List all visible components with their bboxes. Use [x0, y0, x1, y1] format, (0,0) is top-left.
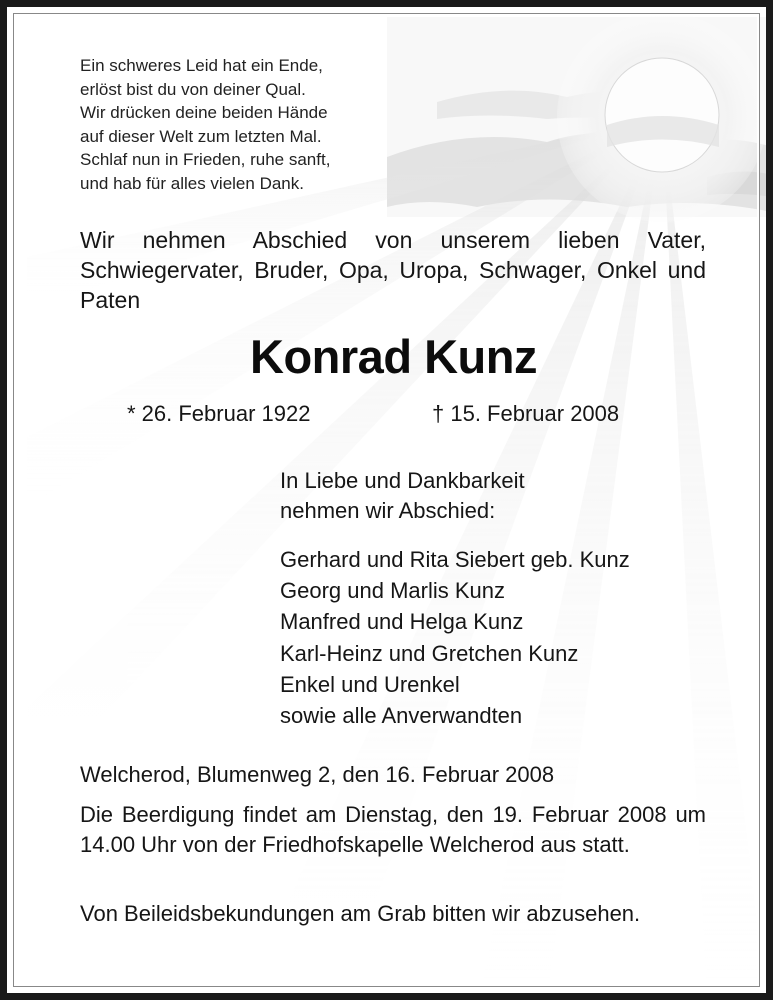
death-date: † 15. Februar 2008	[432, 401, 620, 426]
funeral-notice: Die Beerdigung findet am Dienstag, den 19. Februar 2008 um 14.00 Uhr von der Friedhofskapelle Welcherod aus statt.	[80, 802, 706, 857]
poem	[80, 54, 330, 196]
farewell-line: In Liebe und Dankbarkeit	[280, 468, 525, 493]
poem-line: Wir drücken deine beiden Hände	[80, 103, 328, 123]
mourner: sowie alle Anverwandten	[280, 703, 523, 729]
mourners-list	[280, 544, 630, 731]
mourner: Gerhard und Rita Siebert geb. Kunz	[280, 547, 630, 572]
poem-line: Ein schweres Leid hat ein Ende,	[80, 56, 323, 75]
deceased-name: Konrad Kunz	[250, 330, 537, 383]
farewell-intro: Wir nehmen Abschied von unserem lieben Vater, Schwiegervater, Bruder, Opa, Uropa, Schwager, Onkel und Paten	[80, 227, 706, 313]
poem-line: erlöst bist du von deiner Qual.	[80, 79, 306, 99]
farewell-line: nehmen wir Abschied:	[280, 498, 496, 523]
condolences-notice: Von Beileidsbekundungen am Grab bitten wir abzusehen.	[80, 901, 641, 926]
poem-line: auf dieser Welt zum letzten Mal.	[80, 126, 322, 146]
place-and-date: Welcherod, Blumenweg 2, den 16. Februar 2008	[80, 762, 555, 787]
mourner: Karl-Heinz und Gretchen Kunz	[280, 640, 579, 666]
poem-line: und hab für alles vielen Dank.	[80, 173, 304, 193]
mourner: Enkel und Urenkel	[280, 671, 460, 697]
mourner: Georg und Marlis Kunz	[280, 578, 505, 604]
poem-line: Schlaf nun in Frieden, ruhe sanft,	[80, 150, 331, 170]
mourner: Manfred und Helga Kunz	[280, 609, 524, 635]
farewell-note	[280, 466, 525, 526]
birth-date: * 26. Februar 1922	[127, 401, 311, 426]
